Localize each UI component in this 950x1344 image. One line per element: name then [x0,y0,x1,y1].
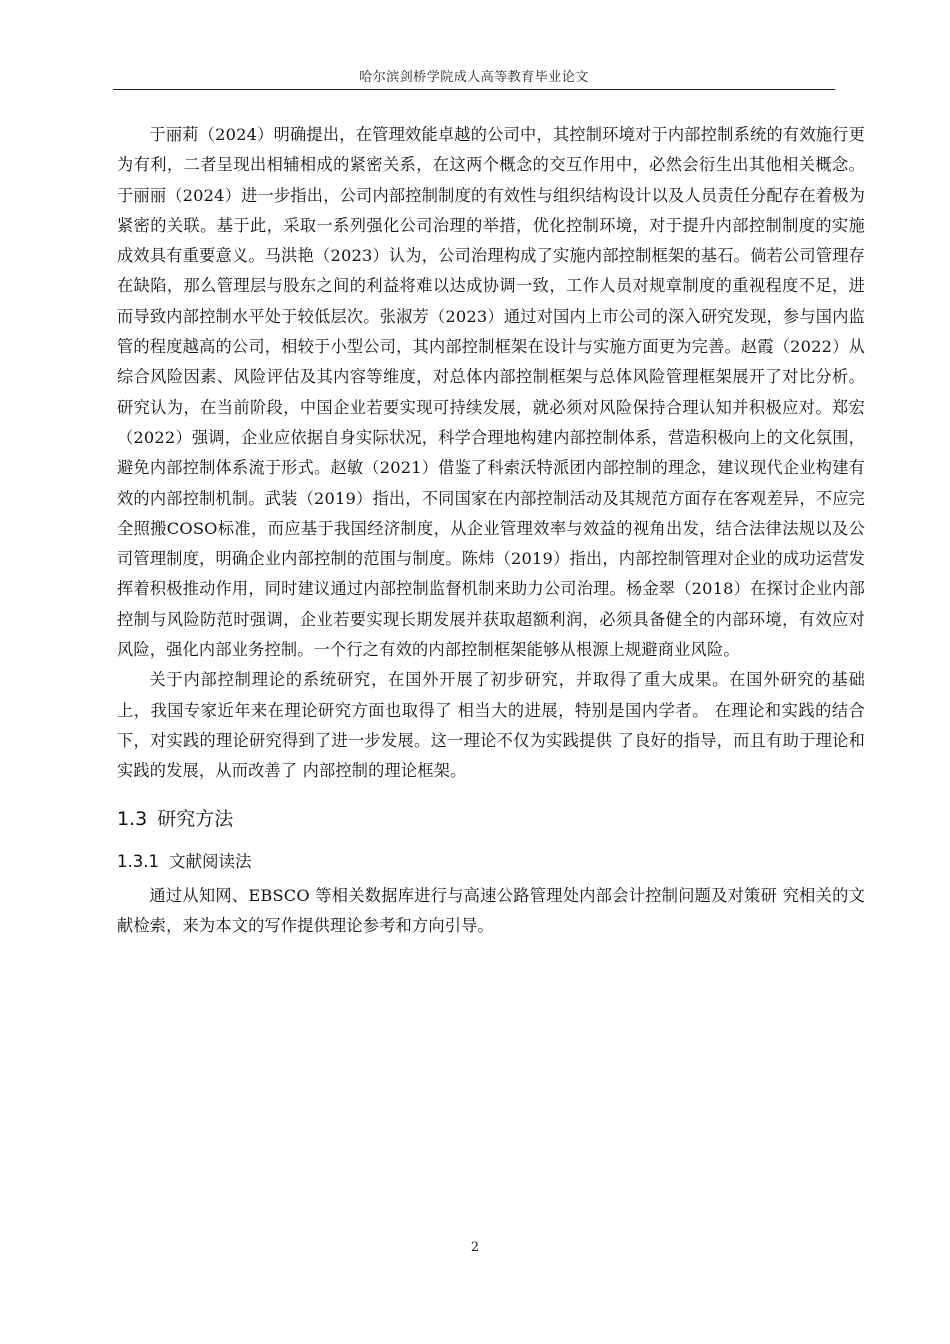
subsection-heading [117,843,865,881]
subsection-title: 文献阅读法 [168,851,252,871]
literature-review-paragraph: 于丽莉（2024）明确提出，在管理效能卓越的公司中，其控制环境对于内部控制系统的有效施行更为有利，二者呈现出相辅相成的紧密关系，在这两个概念的交互作用中，必然会衍生出其他相关概念。于丽丽（2024）进一步指出，公司内部控制制度的有效性与组织结构设计以及人员责任分配存在着极为紧密的关联。基于此，采取一系列强化公司治理的举措，优化控制环境，对于提升内部控制制度的实施成效具有重要意义。马洪艳（2023）认为，公司治理构成了实施内部控制框架的基石。倘若公司管理存在缺陷，那么管理层与股东之间的利益将难以达成协调一致，工作人员对规章制度的重视程度不足，进而导致内部控制水平处于较低层次。张淑芳（2023）通过对国内上市公司的深入研究发现，参与国内监管的程度越高的公司，相较于小型公司，其内部控制框架在设计与实施方面更为完善。赵霞（2022）从综合风险因素、风险评估及其内容等维度，对总体内部控制框架与总体风险管理框架展开了对比分析。研究认为，在当前阶段，中国企业若要实现可持续发展，就必须对风险保持合理认知并积极应对。郑宏（2022）强调，企业应依据自身实际状况，科学合理地构建内部控制体系，营造积极向上的文化氛围，避免内部控制体系流于形式。赵敏（2021）借鉴了科索沃特派团内部控制的理念，建议现代企业构建有效的内部控制机制。武装（2019）指出，不同国家在内部控制活动及其规范方面存在客观差异，不应完全照搬COSO标准，而应基于我国经济制度，从企业管理效率与效益的视角出发，结合法律法规以及公司管理制度，明确企业内部控制的范围与制度。陈炜（2019）指出，内部控制管理对企业的成功运营发挥着积极推动作用，同时建议通过内部控制监督机制来助力公司治理。杨金翠（2018）在探讨企业内部控制与风险防范时强调，企业若要实现长期发展并获取超额利润，必须具备健全的内部环境，有效应对风险，强化内部业务控制。一个行之有效的内部控制框架能够从根源上规避商业风险。 [117,125,865,660]
section-heading [117,799,865,839]
method-paragraph: 通过从知网、EBSCO 等相关数据库进行与高速公路管理处内部会计控制问题及对策研 究相关的文献检索，来为本文的写作提供理论参考和方向引导。 [117,885,865,935]
section-title: 研究方法 [157,807,234,830]
page-number: 2 [470,1240,480,1255]
subsection-number: 1.3.1 [117,851,159,871]
theory-summary-paragraph: 关于内部控制理论的系统研究，在国外开展了初步研究，并取得了重大成果。在国外研究的基础上，我国专家近年来在理论研究方面也取得了 相当大的进展，特别是国内学者。 在理论和实践的结合下，对实践的理论研究得到了进一步发展。这一理论不仅为实践提供 了良好的指导，而且有助于理论和实践的发展，从而改善了 内部控制的理论框架。 [117,670,865,781]
section-number: 1.3 [117,807,148,830]
document-body [117,120,865,941]
running-header: 哈尔滨剑桥学院成人高等教育毕业论文 [359,70,589,85]
header-divider [113,89,835,90]
